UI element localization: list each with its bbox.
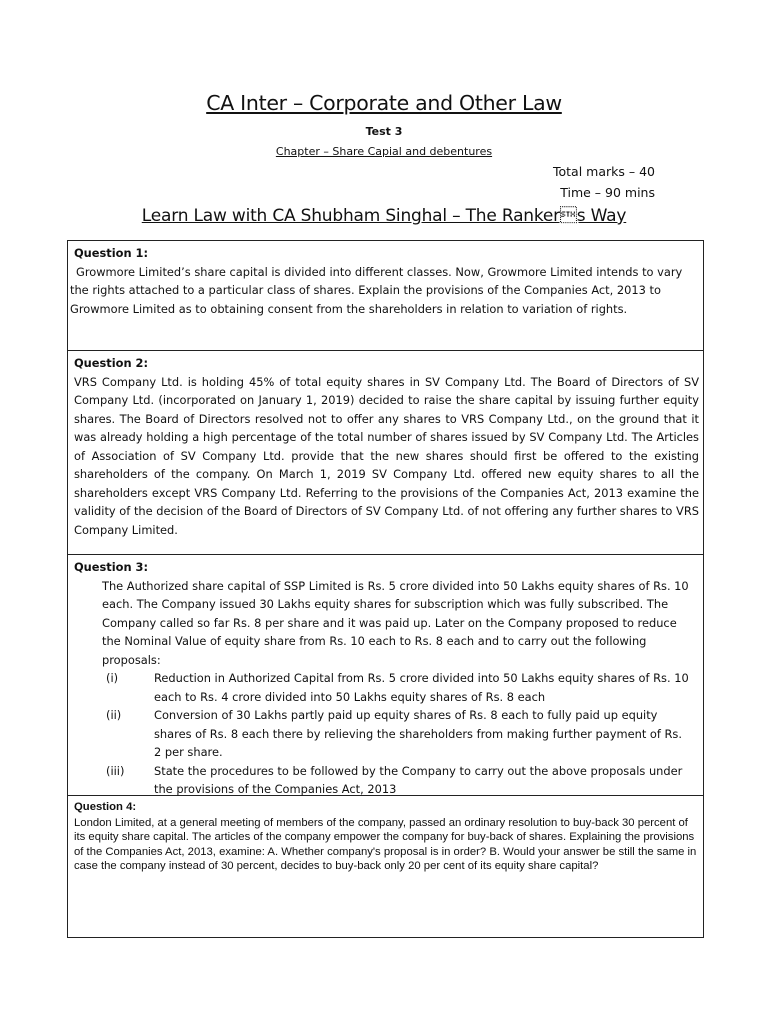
item-number: (i) [106, 671, 119, 685]
question-text: VRS Company Ltd. is holding 45% of total equity shares in SV Company Ltd. The Board of Directors of SV Company Ltd. (incorporated on January 1, 2019) decided to raise the share capital by issuing further equity shares. The Board of Directors resolved not to offer any shares to VRS Company Ltd., on the ground that it was already holding a high percentage of the total number of shares issued by SV Company Ltd. The Articles of Association of SV Company Ltd. provide that the new shares should first be offered to the existing shareholders of the company. On March 1, 2019 SV Company Ltd. offered new equity shares to all the shareholders except VRS Company Ltd. Referring to the provisions of the Companies Act, 2013 examine the validity of the decision of the Board of Directors of SV Company Ltd. of not offering any further shares to VRS Company Limited. [74, 374, 699, 537]
document-title: CA Inter – Corporate and Other Law [206, 91, 562, 115]
time-limit: Time – 90 mins [560, 185, 655, 200]
questions-table [67, 240, 704, 938]
tagline: Learn Law with CA Shubham Singhal – The Rankers Way [141, 206, 627, 226]
item-text: Reduction in Authorized Capital from Rs. 5 crore divided into 50 Lakhs equity shares of Rs. 10 each to Rs. 4 crore divided into 50 Lakhs equity shares of Rs. 8 each [154, 671, 689, 704]
proposal-list [102, 669, 699, 799]
question-4 [68, 796, 703, 937]
question-1 [68, 241, 703, 351]
item-text: State the procedures to be followed by the Company to carry out the above proposals under the provisions of the Companies Act, 2013 [154, 763, 683, 796]
test-number: Test 3 [365, 125, 403, 138]
item-number: (iii) [106, 763, 125, 778]
list-item [102, 669, 699, 706]
question-text: London Limited, at a general meeting of members of the company, passed an ordinary resolution to buy-back 30 percent of its equity share capital. The articles of the company empower the company for buy-back of shares. Explaining the provisions of the Companies Act, 2013, examine: A. Whether company's proposal is in order? B. Would your answer be still the same in case the company instead of 30 percent, decides to buy-back only 20 per cent of its equity share capital? [74, 817, 697, 872]
question-text: Growmore Limited’s share capital is divided into different classes. Now, Growmore Limited intends to vary the rights attached to a particular class of shares. Explain the provisions of the Companies Act, 2013 to Growmore Limited as to obtaining consent from the shareholders in relation to variation of rights. [70, 264, 683, 316]
question-heading: Question 2: [74, 356, 149, 370]
question-2 [68, 351, 703, 555]
question-heading: Question 1: [74, 246, 149, 260]
question-heading: Question 4: [74, 801, 137, 813]
list-item [102, 762, 699, 799]
item-number: (ii) [106, 708, 122, 722]
item-text: Conversion of 30 Lakhs partly paid up equity shares of Rs. 8 each to fully paid up equity shares of Rs. 8 each there by relieving the shareholders from making further payment of Rs. 2 per share. [154, 708, 682, 759]
question-text: The Authorized share capital of SSP Limited is Rs. 5 crore divided into 50 Lakhs equity shares of Rs. 10 each. The Company issued 30 Lakhs equity shares for subscription which was fully subscribed. The Company called so far Rs. 8 per share and it was paid up. Later on the Company proposed to reduce the Nominal Value of equity share from Rs. 10 each to Rs. 8 each and to carry out the following proposals: [102, 578, 689, 667]
list-item [102, 706, 699, 762]
question-3 [68, 555, 703, 796]
question-heading: Question 3: [74, 560, 149, 574]
chapter-name: Chapter – Share Capial and debentures [275, 145, 493, 158]
total-marks: Total marks – 40 [553, 164, 655, 179]
